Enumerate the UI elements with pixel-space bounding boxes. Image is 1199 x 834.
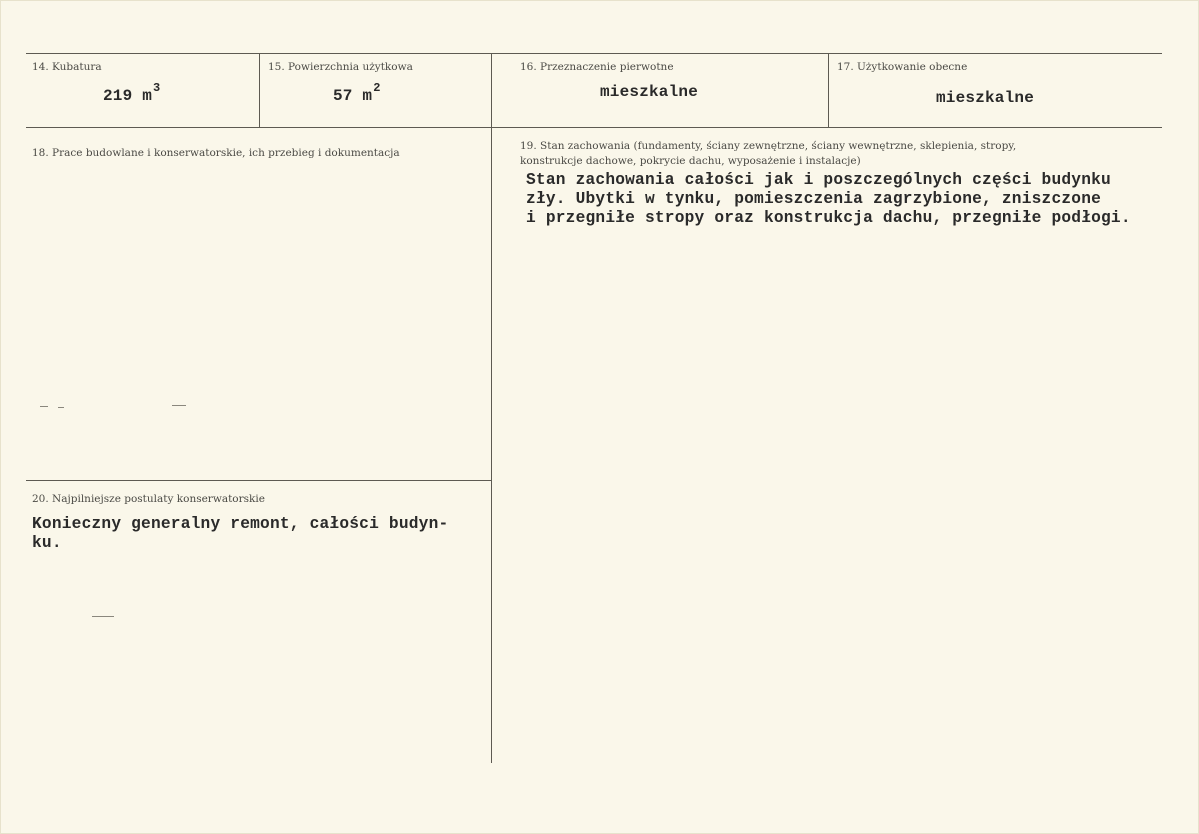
field-14-value	[103, 81, 161, 105]
field-19-value: Stan zachowania całości jak i poszczególnych części budynku zły. Ubytki w tynku, pomieszczenia zagrzybione, zniszczone i przegniłe stropy oraz konstrukcja dachu, przegniłe podłogi.	[526, 171, 1131, 227]
paper-speck	[40, 406, 48, 407]
field-18-bottom-rule	[26, 480, 491, 481]
powierzchnia-unit: m	[362, 87, 373, 105]
field-17-value: mieszkalne	[936, 89, 1035, 107]
field-20-value: Konieczny generalny remont, całości budyn- ku.	[32, 515, 449, 552]
kubatura-number: 219	[103, 87, 133, 105]
top-rule	[26, 53, 1162, 54]
paper-speck	[92, 616, 114, 617]
field-17-label: 17. Użytkowanie obecne	[837, 61, 968, 73]
row1-bottom-rule	[26, 127, 1162, 128]
field-15-label: 15. Powierzchnia użytkowa	[268, 61, 413, 73]
paper-speck	[58, 407, 64, 408]
field-18-label: 18. Prace budowlane i konserwatorskie, ich przebieg i dokumentacja	[32, 147, 400, 159]
field-15-value	[333, 81, 381, 105]
powierzchnia-number: 57	[333, 87, 353, 105]
field-16-label: 16. Przeznaczenie pierwotne	[520, 61, 674, 73]
kubatura-unit-exponent: 3	[153, 81, 161, 95]
field-20-label: 20. Najpilniejsze postulaty konserwatorskie	[32, 493, 265, 505]
powierzchnia-unit-exponent: 2	[373, 81, 381, 95]
divider-main	[491, 53, 492, 763]
divider-14-15	[259, 53, 260, 127]
field-14-label: 14. Kubatura	[32, 61, 102, 73]
kubatura-unit: m	[142, 87, 153, 105]
divider-16-17	[828, 53, 829, 127]
paper-speck	[172, 405, 186, 406]
field-19-label: 19. Stan zachowania (fundamenty, ściany zewnętrzne, ściany wewnętrzne, sklepienia, stropy, konstrukcje dachowe, pokrycie dachu, wyposażenie i instalacje)	[520, 140, 1017, 167]
field-16-value: mieszkalne	[600, 83, 699, 101]
